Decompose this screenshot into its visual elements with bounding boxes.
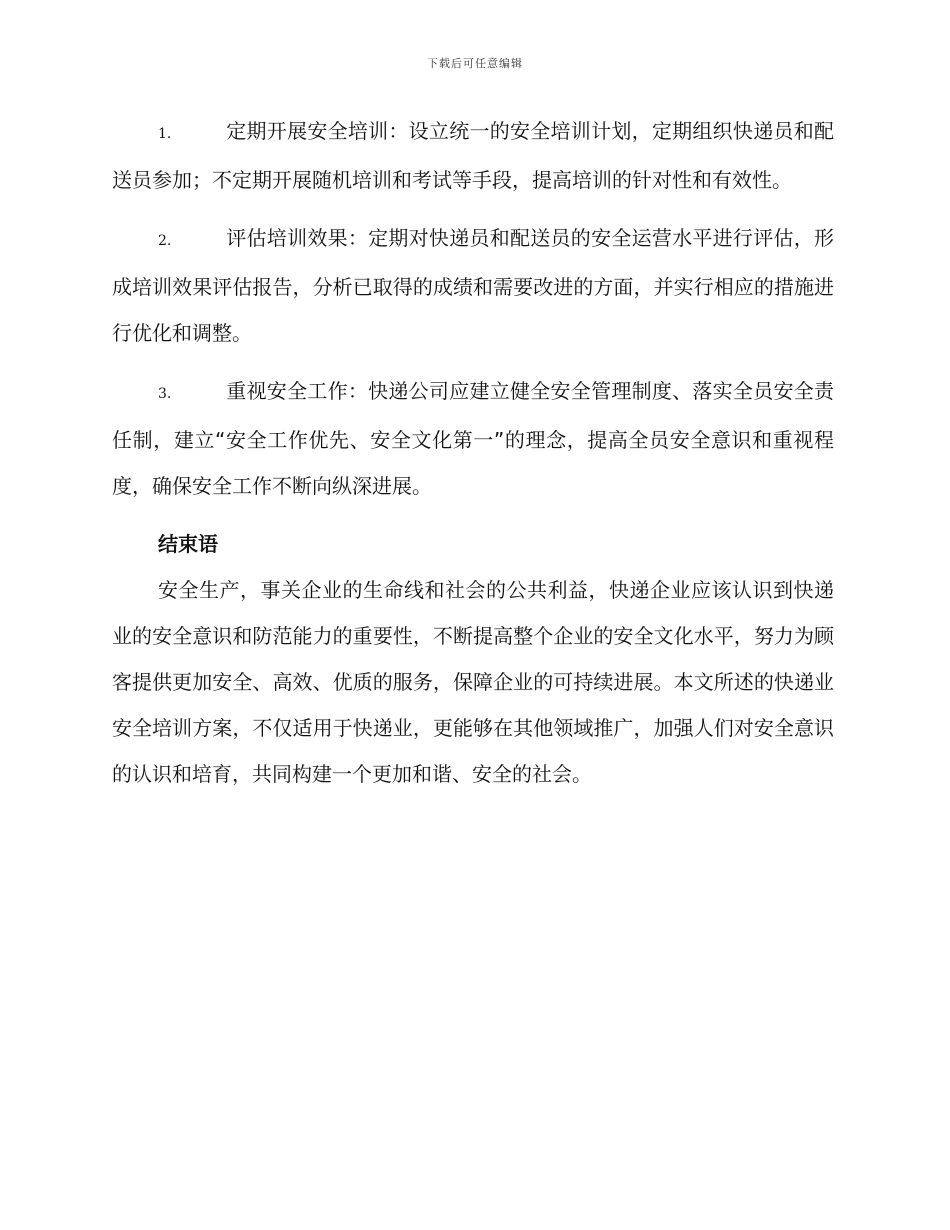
list-item-3	[112, 368, 834, 509]
list-item-text: 评估培训效果：定期对快递员和配送员的安全运营水平进行评估，形成培训效果评估报告，分析已取得的成绩和需要改进的方面，并实行相应的措施进行优化和调整。	[112, 226, 834, 345]
list-number: 1.	[158, 126, 172, 142]
list-item-1	[112, 108, 834, 203]
list-item-text: 重视安全工作：快递公司应建立健全安全管理制度、落实全员安全责任制，建立“安全工作优先、安全文化第一”的理念，提高全员安全意识和重视程度，确保安全工作不断向纵深进展。	[112, 379, 834, 498]
conclusion-paragraph: 安全生产，事关企业的生命线和社会的公共利益，快递企业应该认识到快递业的安全意识和防范能力的重要性，不断提高整个企业的安全文化水平，努力为顾客提供更加安全、高效、优质的服务，保障企业的可持续进展。本文所述的快递业安全培训方案，不仅适用于快递业，更能够在其他领域推广，加强人们对安全意识的认识和培育，共同构建一个更加和谐、安全的社会。	[112, 578, 834, 786]
list-item-text: 定期开展安全培训：设立统一的安全培训计划，定期组织快递员和配送员参加；不定期开展随机培训和考试等手段，提高培训的针对性和有效性。	[112, 119, 834, 192]
list-item-2	[112, 215, 834, 356]
document-body	[112, 108, 834, 797]
conclusion-heading: 结束语	[158, 532, 218, 556]
list-number: 2.	[158, 233, 172, 249]
page-header: 下载后可任意编辑	[427, 57, 523, 70]
list-number: 3.	[158, 386, 172, 402]
